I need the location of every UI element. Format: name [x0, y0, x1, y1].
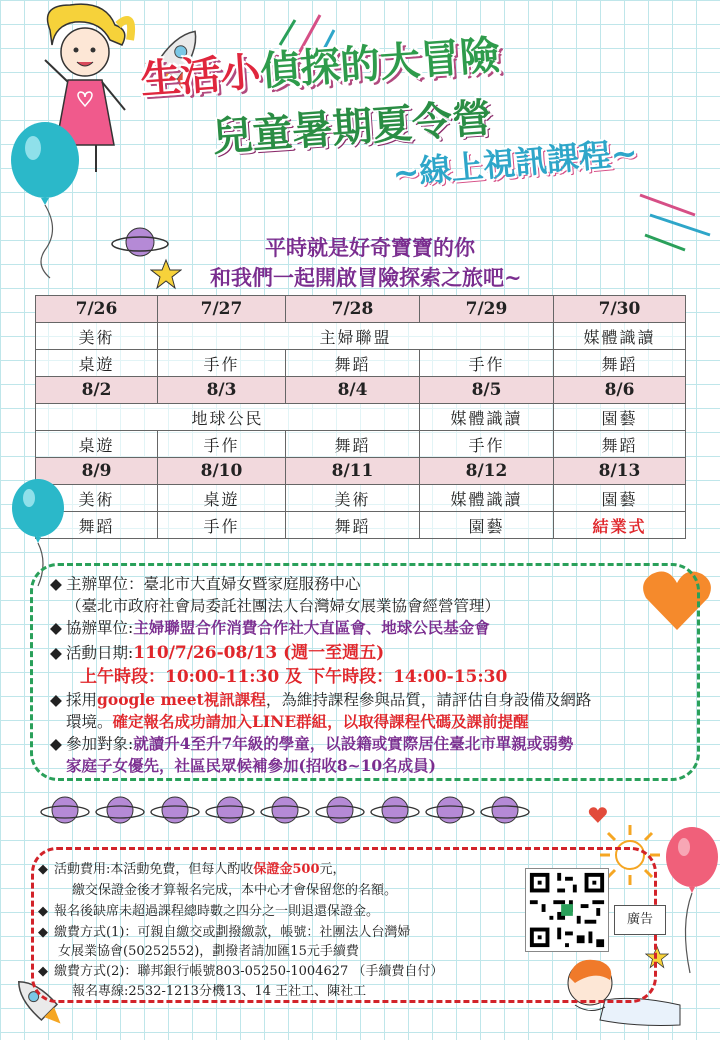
co-organizer-line: [50, 616, 490, 638]
heart-icon: [588, 806, 608, 824]
activity-cell: 手作: [158, 431, 286, 458]
activity-row: [36, 431, 686, 458]
qr-code-graphic: [526, 869, 608, 951]
balloon-icon: [5, 120, 90, 280]
payment2-text: 繳費方式(2)：聯邦銀行帳號803-05250-1004627 （手續費自付）: [54, 964, 444, 979]
date-cell: 8/11: [286, 458, 420, 485]
subtitle-line1: 平時就是好奇寶寶的你: [265, 235, 475, 260]
date-cell: 8/6: [554, 377, 686, 404]
diamond-bullet-icon: ◆: [38, 964, 48, 979]
date-cell: 7/29: [420, 296, 554, 323]
activity-cell: 舞蹈: [554, 431, 686, 458]
activity-cell: 桌遊: [36, 431, 158, 458]
method-line2-prefix: 環境。: [66, 713, 113, 731]
method-rest: ，為維持課程參與品質，請評估自身設備及網路: [265, 691, 592, 709]
activity-cell: 手作: [420, 350, 554, 377]
activity-cell: 手作: [158, 350, 286, 377]
activity-cell: 園藝: [420, 512, 554, 539]
title-prefix: 生活小: [139, 49, 262, 104]
diamond-bullet-icon: ◆: [50, 575, 62, 593]
co-organizer-value: 主婦聯盟合作消費合作社大直區會、地球公民基金會: [133, 618, 490, 637]
activity-cell: 桌遊: [158, 485, 286, 512]
date-cell: 8/12: [420, 458, 554, 485]
payment1-text: 繳費方式(1)：可親自繳交或劃撥繳款，帳號：社團法人台灣婦: [54, 925, 411, 940]
method-label: 採用: [66, 691, 98, 709]
activity-row: [36, 485, 686, 512]
contact-line: 報名專線:2532-1213分機13、14 王社工、陳社工: [72, 984, 367, 999]
activity-row: [36, 350, 686, 377]
activity-cell: 舞蹈: [36, 512, 158, 539]
activity-cell: 主婦聯盟: [158, 323, 554, 350]
date-cell: 8/13: [554, 458, 686, 485]
date-row: [36, 296, 686, 323]
absence-text: 報名後缺席未超過課程總時數之四分之一則退還保證金。: [54, 904, 380, 919]
activity-cell: 媒體識讀: [420, 404, 554, 431]
main-title-line2: 兒童暑期夏令營: [210, 95, 494, 161]
diamond-bullet-icon: ◆: [50, 619, 62, 637]
activity-cell: 舞蹈: [286, 350, 420, 377]
organizer-line: [50, 572, 361, 594]
target-label: 參加對象:: [66, 735, 134, 753]
target-line2-text: 家庭子女優先，社區民眾候補參加(招收8~10名成員): [66, 756, 437, 775]
subtitle-line2: 和我們一起開啟冒險探索之旅吧~: [210, 265, 522, 290]
payment1-line2: 女展業協會(50252552)，劃撥者請加匯15元手續費: [58, 944, 359, 959]
date-cell: 7/28: [286, 296, 420, 323]
date-cell: 8/5: [420, 377, 554, 404]
qr-code[interactable]: [525, 868, 609, 952]
diamond-bullet-icon: ◆: [50, 644, 62, 662]
target-line: [50, 732, 573, 754]
ad-badge: [614, 905, 666, 935]
method-line: [50, 688, 591, 710]
activity-cell: 舞蹈: [286, 512, 420, 539]
date-cell: 8/3: [158, 377, 286, 404]
title-rest: 偵探的大冒險: [258, 32, 502, 96]
activity-cell: 美術: [286, 485, 420, 512]
payment1-line: [38, 921, 410, 940]
fee-line: [38, 858, 346, 877]
star-icon: [150, 258, 182, 290]
activity-cell: 媒體識讀: [420, 485, 554, 512]
ad-badge-label: 廣告: [626, 912, 653, 927]
method-line2: [66, 710, 529, 732]
diamond-bullet-icon: ◆: [38, 925, 48, 940]
diamond-bullet-icon: ◆: [50, 735, 62, 753]
activity-row: [36, 512, 686, 539]
date-cell: 7/26: [36, 296, 158, 323]
payment2-line: [38, 960, 443, 979]
method-line2-highlight: 確定報名成功請加入LINE群組，以取得課程代碼及課前提醒: [112, 712, 529, 731]
planet-row: [40, 790, 550, 830]
activity-cell: 園藝: [554, 485, 686, 512]
date-value: 110/7/26-08/13 (週一至週五): [133, 643, 385, 663]
diamond-bullet-icon: ◆: [38, 862, 48, 877]
fee-suffix: 元，: [319, 862, 346, 877]
date-cell: 8/9: [36, 458, 158, 485]
fee-prefix: 活動費用:本活動免費，但每人酌收: [54, 862, 254, 877]
schedule-table: [35, 295, 686, 539]
activity-cell: 舞蹈: [286, 431, 420, 458]
date-label: 活動日期:: [66, 644, 134, 662]
co-organizer-label: 協辦單位:: [66, 619, 134, 637]
date-row: [36, 458, 686, 485]
decorative-lines-right: [635, 190, 715, 260]
main-title-line3: ~線上視訊課程~: [390, 133, 640, 193]
date-cell: 8/10: [158, 458, 286, 485]
diamond-bullet-icon: ◆: [50, 691, 62, 709]
target-line2: [66, 754, 436, 776]
activity-cell: 園藝: [554, 404, 686, 431]
activity-cell: 手作: [158, 512, 286, 539]
date-line: [50, 638, 384, 663]
date-cell: 8/4: [286, 377, 420, 404]
absence-line: [38, 900, 379, 919]
organizer-text: 主辦單位：臺北市大直婦女暨家庭服務中心: [66, 575, 361, 593]
organizer-note: （臺北市政府社會局委託社團法人台灣婦女展業協會經營管理）: [66, 597, 501, 615]
balloon-icon: [660, 825, 720, 975]
activity-cell: 美術: [36, 485, 158, 512]
date-row: [36, 377, 686, 404]
activity-row: [36, 404, 686, 431]
date-cell: 7/27: [158, 296, 286, 323]
activity-cell: 桌遊: [36, 350, 158, 377]
fee-highlight: 保證金500: [253, 862, 320, 877]
activity-cell: 地球公民: [36, 404, 420, 431]
diamond-bullet-icon: ◆: [38, 904, 48, 919]
method-highlight: google meet視訊課程: [97, 690, 266, 709]
activity-cell: 舞蹈: [554, 350, 686, 377]
target-line1: 就讀升4至升7年級的學童，以設籍或實際居住臺北市單親或弱勢: [133, 734, 574, 753]
activity-cell: 手作: [420, 431, 554, 458]
time-line: [80, 662, 507, 687]
activity-cell: 美術: [36, 323, 158, 350]
time-value: 上午時段：10:00-11:30 及 下午時段：14:00-15:30: [80, 667, 508, 687]
activity-row: [36, 323, 686, 350]
graduation-cell: 結業式: [554, 512, 686, 539]
activity-cell: 媒體識讀: [554, 323, 686, 350]
fee-line2: 繳交保證金後才算報名完成，本中心才會保留您的名額。: [72, 883, 398, 898]
date-cell: 7/30: [554, 296, 686, 323]
date-cell: 8/2: [36, 377, 158, 404]
planet-row-graphic: [40, 790, 550, 830]
